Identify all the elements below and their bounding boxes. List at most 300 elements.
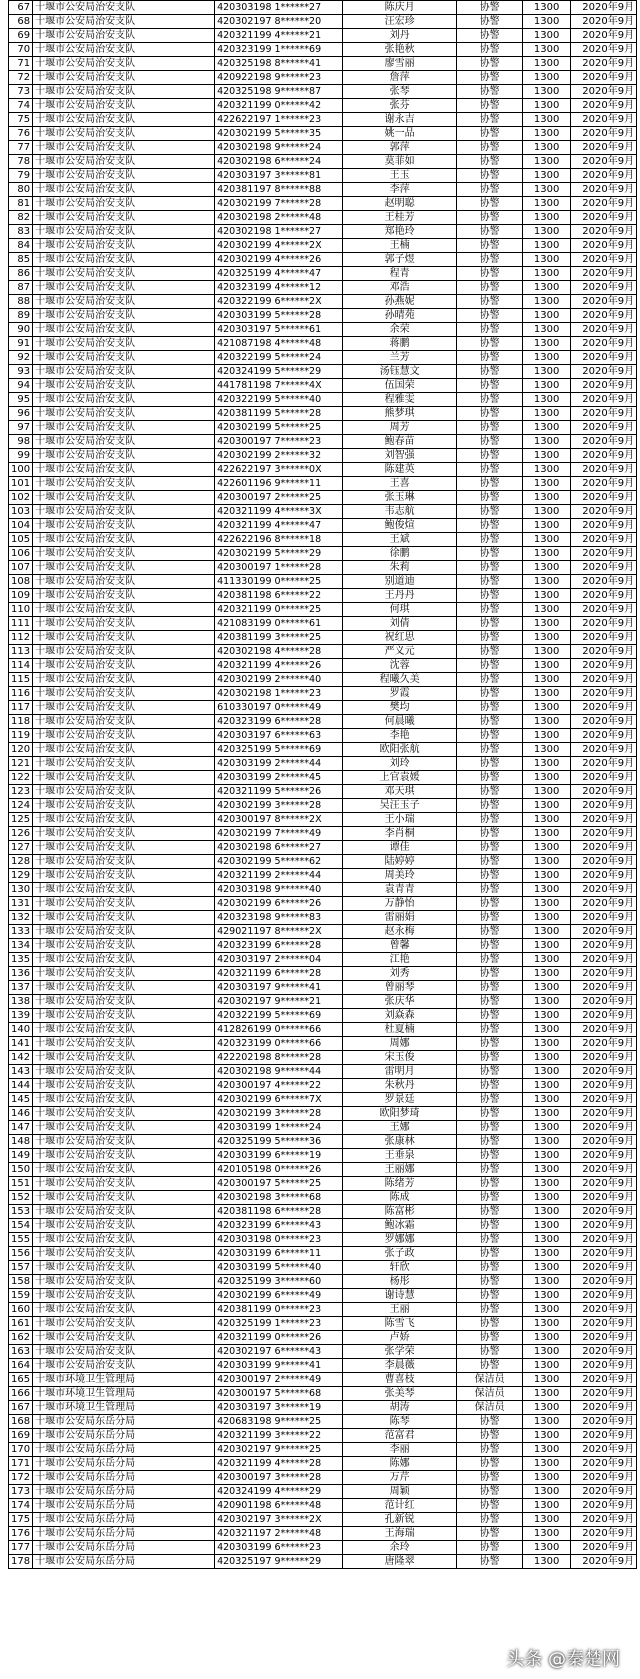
row-index: 109 (9, 589, 33, 603)
row-unit: 十堰市公安局治安支队 (33, 631, 215, 645)
row-unit: 十堰市公安局治安支队 (33, 1303, 215, 1317)
row-id-number: 420303199 6******23 (215, 1541, 343, 1555)
row-index: 153 (9, 1205, 33, 1219)
row-amount: 1300 (523, 1415, 571, 1429)
row-unit: 十堰市公安局治安支队 (33, 547, 215, 561)
row-amount: 1300 (523, 1359, 571, 1373)
row-id-number: 420325199 4******47 (215, 267, 343, 281)
row-position: 协警 (457, 953, 523, 967)
row-id-number: 420324199 4******29 (215, 1485, 343, 1499)
row-amount: 1300 (523, 323, 571, 337)
row-unit: 十堰市公安局治安支队 (33, 799, 215, 813)
row-position: 保洁员 (457, 1387, 523, 1401)
row-name: 祝红思 (343, 631, 457, 645)
row-name: 韦志航 (343, 505, 457, 519)
row-name: 王玉 (343, 169, 457, 183)
row-unit: 十堰市公安局治安支队 (33, 911, 215, 925)
table-row (9, 687, 637, 701)
row-index: 88 (9, 295, 33, 309)
row-amount: 1300 (523, 813, 571, 827)
row-unit: 十堰市公安局治安支队 (33, 967, 215, 981)
row-position: 协警 (457, 1191, 523, 1205)
row-amount: 1300 (523, 533, 571, 547)
row-index: 133 (9, 925, 33, 939)
row-amount: 1300 (523, 435, 571, 449)
row-unit: 十堰市公安局东岳分局 (33, 1541, 215, 1555)
row-month: 2020年9月 (571, 141, 637, 155)
row-index: 76 (9, 127, 33, 141)
row-index: 81 (9, 197, 33, 211)
row-index: 85 (9, 253, 33, 267)
table-row (9, 1415, 637, 1429)
row-month: 2020年9月 (571, 281, 637, 295)
row-id-number: 420303199 6******11 (215, 1247, 343, 1261)
row-index: 68 (9, 15, 33, 29)
row-amount: 1300 (523, 267, 571, 281)
row-month: 2020年9月 (571, 1359, 637, 1373)
row-name: 张庆华 (343, 995, 457, 1009)
table-row (9, 197, 637, 211)
row-position: 协警 (457, 1135, 523, 1149)
row-id-number: 420321199 0******26 (215, 1331, 343, 1345)
row-unit: 十堰市公安局治安支队 (33, 1079, 215, 1093)
table-row (9, 1275, 637, 1289)
row-amount: 1300 (523, 43, 571, 57)
table-row (9, 183, 637, 197)
row-name: 莫菲如 (343, 155, 457, 169)
row-index: 94 (9, 379, 33, 393)
row-unit: 十堰市公安局治安支队 (33, 183, 215, 197)
row-position: 协警 (457, 757, 523, 771)
row-id-number: 420323199 6******43 (215, 1219, 343, 1233)
row-index: 70 (9, 43, 33, 57)
row-unit: 十堰市公安局治安支队 (33, 351, 215, 365)
row-month: 2020年9月 (571, 561, 637, 575)
row-amount: 1300 (523, 883, 571, 897)
row-index: 103 (9, 505, 33, 519)
row-id-number: 420322199 5******40 (215, 393, 343, 407)
row-month: 2020年9月 (571, 645, 637, 659)
row-amount: 1300 (523, 491, 571, 505)
row-amount: 1300 (523, 99, 571, 113)
row-index: 141 (9, 1037, 33, 1051)
row-amount: 1300 (523, 1541, 571, 1555)
row-month: 2020年9月 (571, 589, 637, 603)
row-index: 143 (9, 1065, 33, 1079)
row-id-number: 420325199 5******36 (215, 1135, 343, 1149)
row-month: 2020年9月 (571, 1023, 637, 1037)
table-row (9, 225, 637, 239)
row-amount: 1300 (523, 1065, 571, 1079)
row-unit: 十堰市公安局治安支队 (33, 1275, 215, 1289)
table-row (9, 1219, 637, 1233)
row-amount: 1300 (523, 239, 571, 253)
row-unit: 十堰市公安局东岳分局 (33, 1471, 215, 1485)
row-name: 曾丽琴 (343, 981, 457, 995)
row-name: 樊均 (343, 701, 457, 715)
row-unit: 十堰市公安局治安支队 (33, 897, 215, 911)
row-month: 2020年9月 (571, 15, 637, 29)
row-month: 2020年9月 (571, 267, 637, 281)
row-unit: 十堰市公安局治安支队 (33, 953, 215, 967)
row-name: 周芳 (343, 421, 457, 435)
row-amount: 1300 (523, 1499, 571, 1513)
row-position: 协警 (457, 1121, 523, 1135)
row-index: 134 (9, 939, 33, 953)
row-name: 雷明月 (343, 1065, 457, 1079)
row-position: 协警 (457, 841, 523, 855)
row-position: 协警 (457, 603, 523, 617)
row-month: 2020年9月 (571, 253, 637, 267)
row-position: 保洁员 (457, 1401, 523, 1415)
row-unit: 十堰市公安局治安支队 (33, 225, 215, 239)
row-month: 2020年9月 (571, 1443, 637, 1457)
row-amount: 1300 (523, 169, 571, 183)
row-amount: 1300 (523, 505, 571, 519)
row-month: 2020年9月 (571, 1079, 637, 1093)
row-id-number: 420300197 4******22 (215, 1079, 343, 1093)
row-position: 协警 (457, 1499, 523, 1513)
row-amount: 1300 (523, 85, 571, 99)
table-row (9, 869, 637, 883)
row-index: 74 (9, 99, 33, 113)
row-index: 174 (9, 1499, 33, 1513)
row-index: 126 (9, 827, 33, 841)
row-name: 程青 (343, 267, 457, 281)
row-index: 93 (9, 365, 33, 379)
row-name: 范计红 (343, 1499, 457, 1513)
row-amount: 1300 (523, 1275, 571, 1289)
row-name: 王斌 (343, 533, 457, 547)
row-amount: 1300 (523, 1163, 571, 1177)
row-name: 张学荣 (343, 1345, 457, 1359)
row-month: 2020年9月 (571, 1107, 637, 1121)
row-position: 协警 (457, 967, 523, 981)
row-position: 协警 (457, 1107, 523, 1121)
row-amount: 1300 (523, 1345, 571, 1359)
table-row (9, 421, 637, 435)
row-month: 2020年9月 (571, 463, 637, 477)
row-amount: 1300 (523, 57, 571, 71)
row-month: 2020年9月 (571, 197, 637, 211)
row-position: 协警 (457, 463, 523, 477)
row-id-number: 420302199 3******28 (215, 799, 343, 813)
row-unit: 十堰市公安局治安支队 (33, 15, 215, 29)
table-row (9, 1065, 637, 1079)
row-index: 151 (9, 1177, 33, 1191)
row-unit: 十堰市公安局治安支队 (33, 239, 215, 253)
row-unit: 十堰市公安局治安支队 (33, 57, 215, 71)
row-month: 2020年9月 (571, 1051, 637, 1065)
row-id-number: 420321199 4******47 (215, 519, 343, 533)
row-amount: 1300 (523, 1023, 571, 1037)
row-month: 2020年9月 (571, 1527, 637, 1541)
table-row (9, 1541, 637, 1555)
row-index: 166 (9, 1387, 33, 1401)
row-id-number: 420325199 1******23 (215, 1317, 343, 1331)
row-index: 139 (9, 1009, 33, 1023)
row-month: 2020年9月 (571, 855, 637, 869)
table-row (9, 995, 637, 1009)
row-position: 协警 (457, 1205, 523, 1219)
row-id-number: 420321199 2******44 (215, 869, 343, 883)
row-index: 78 (9, 155, 33, 169)
row-name: 陈绪芳 (343, 1177, 457, 1191)
row-name: 别道迪 (343, 575, 457, 589)
row-month: 2020年9月 (571, 1177, 637, 1191)
row-index: 95 (9, 393, 33, 407)
row-name: 郭萍 (343, 141, 457, 155)
row-amount: 1300 (523, 1471, 571, 1485)
row-id-number: 420300197 7******23 (215, 435, 343, 449)
table-row (9, 1387, 637, 1401)
row-position: 协警 (457, 729, 523, 743)
row-index: 157 (9, 1261, 33, 1275)
row-index: 129 (9, 869, 33, 883)
row-amount: 1300 (523, 967, 571, 981)
row-id-number: 420323199 1******69 (215, 43, 343, 57)
row-month: 2020年9月 (571, 1387, 637, 1401)
row-position: 协警 (457, 673, 523, 687)
row-month: 2020年9月 (571, 1317, 637, 1331)
row-unit: 十堰市公安局治安支队 (33, 1331, 215, 1345)
table-row (9, 169, 637, 183)
row-name: 王丽 (343, 1303, 457, 1317)
row-id-number: 420321199 0******25 (215, 603, 343, 617)
table-row (9, 99, 637, 113)
row-name: 何晨曦 (343, 715, 457, 729)
row-amount: 1300 (523, 393, 571, 407)
row-index: 84 (9, 239, 33, 253)
row-name: 杨彤 (343, 1275, 457, 1289)
row-index: 69 (9, 29, 33, 43)
row-position: 协警 (457, 127, 523, 141)
row-index: 177 (9, 1541, 33, 1555)
row-id-number: 420303199 9******41 (215, 1359, 343, 1373)
row-unit: 十堰市公安局治安支队 (33, 99, 215, 113)
row-month: 2020年9月 (571, 1429, 637, 1443)
row-amount: 1300 (523, 1429, 571, 1443)
row-position: 协警 (457, 309, 523, 323)
row-unit: 十堰市公安局治安支队 (33, 925, 215, 939)
row-unit: 十堰市公安局东岳分局 (33, 1555, 215, 1569)
row-position: 协警 (457, 1219, 523, 1233)
row-index: 131 (9, 897, 33, 911)
row-amount: 1300 (523, 925, 571, 939)
row-index: 132 (9, 911, 33, 925)
row-unit: 十堰市公安局治安支队 (33, 841, 215, 855)
row-index: 130 (9, 883, 33, 897)
row-month: 2020年9月 (571, 925, 637, 939)
row-amount: 1300 (523, 981, 571, 995)
row-amount: 1300 (523, 1107, 571, 1121)
row-month: 2020年9月 (571, 1401, 637, 1415)
row-unit: 十堰市公安局治安支队 (33, 855, 215, 869)
row-index: 140 (9, 1023, 33, 1037)
row-name: 陈建英 (343, 463, 457, 477)
row-name: 廖雪丽 (343, 57, 457, 71)
row-index: 82 (9, 211, 33, 225)
row-unit: 十堰市公安局治安支队 (33, 1135, 215, 1149)
row-position: 协警 (457, 337, 523, 351)
row-position: 协警 (457, 1457, 523, 1471)
row-month: 2020年9月 (571, 1009, 637, 1023)
row-name: 蒋鹏 (343, 337, 457, 351)
row-position: 协警 (457, 925, 523, 939)
row-month: 2020年9月 (571, 379, 637, 393)
row-month: 2020年9月 (571, 729, 637, 743)
table-row (9, 1303, 637, 1317)
row-id-number: 422622197 3******0X (215, 463, 343, 477)
row-index: 91 (9, 337, 33, 351)
row-index: 154 (9, 1219, 33, 1233)
row-index: 127 (9, 841, 33, 855)
row-position: 协警 (457, 617, 523, 631)
table-row (9, 1023, 637, 1037)
row-position: 协警 (457, 771, 523, 785)
row-id-number: 429021197 8******2X (215, 925, 343, 939)
table-row (9, 351, 637, 365)
row-unit: 十堰市公安局治安支队 (33, 1065, 215, 1079)
row-id-number: 420381198 6******22 (215, 589, 343, 603)
row-index: 125 (9, 813, 33, 827)
row-index: 178 (9, 1555, 33, 1569)
row-position: 协警 (457, 477, 523, 491)
table-row (9, 743, 637, 757)
row-name: 余荣 (343, 323, 457, 337)
row-index: 176 (9, 1527, 33, 1541)
row-month: 2020年9月 (571, 981, 637, 995)
row-id-number: 420321199 3******22 (215, 1429, 343, 1443)
table-row (9, 519, 637, 533)
row-name: 李艳 (343, 729, 457, 743)
row-name: 李晨薇 (343, 1359, 457, 1373)
row-month: 2020年9月 (571, 841, 637, 855)
table-row (9, 1107, 637, 1121)
row-month: 2020年9月 (571, 309, 637, 323)
row-unit: 十堰市公安局治安支队 (33, 407, 215, 421)
row-id-number: 420302197 9******25 (215, 1443, 343, 1457)
row-position: 协警 (457, 351, 523, 365)
row-name: 王垂泉 (343, 1149, 457, 1163)
row-id-number: 420302199 5******25 (215, 421, 343, 435)
row-unit: 十堰市公安局治安支队 (33, 701, 215, 715)
row-month: 2020年9月 (571, 533, 637, 547)
row-position: 协警 (457, 113, 523, 127)
row-amount: 1300 (523, 519, 571, 533)
row-unit: 十堰市公安局治安支队 (33, 337, 215, 351)
row-index: 163 (9, 1345, 33, 1359)
row-amount: 1300 (523, 29, 571, 43)
row-position: 协警 (457, 1037, 523, 1051)
row-unit: 十堰市公安局治安支队 (33, 561, 215, 575)
row-amount: 1300 (523, 1219, 571, 1233)
table-row (9, 1247, 637, 1261)
row-index: 175 (9, 1513, 33, 1527)
row-position: 协警 (457, 155, 523, 169)
row-index: 75 (9, 113, 33, 127)
row-month: 2020年9月 (571, 1485, 637, 1499)
row-index: 89 (9, 309, 33, 323)
row-id-number: 610330197 0******49 (215, 701, 343, 715)
row-amount: 1300 (523, 701, 571, 715)
table-row (9, 1037, 637, 1051)
row-index: 105 (9, 533, 33, 547)
row-name: 张美琴 (343, 1387, 457, 1401)
watermark: 头条 @秦楚网 (506, 1649, 620, 1670)
table-row (9, 1359, 637, 1373)
row-unit: 十堰市公安局东岳分局 (33, 1513, 215, 1527)
row-unit: 十堰市公安局东岳分局 (33, 1443, 215, 1457)
row-amount: 1300 (523, 1401, 571, 1415)
row-position: 协警 (457, 211, 523, 225)
table-row (9, 281, 637, 295)
row-name: 刘秀 (343, 967, 457, 981)
row-amount: 1300 (523, 253, 571, 267)
row-amount: 1300 (523, 1387, 571, 1401)
row-position: 协警 (457, 491, 523, 505)
row-position: 协警 (457, 505, 523, 519)
row-amount: 1300 (523, 589, 571, 603)
row-unit: 十堰市环境卫生管理局 (33, 1401, 215, 1415)
row-id-number: 421087198 4******48 (215, 337, 343, 351)
row-name: 熊梦琪 (343, 407, 457, 421)
row-index: 167 (9, 1401, 33, 1415)
table-row (9, 85, 637, 99)
row-amount: 1300 (523, 995, 571, 1009)
row-name: 杜夏楠 (343, 1023, 457, 1037)
row-index: 117 (9, 701, 33, 715)
row-position: 协警 (457, 1023, 523, 1037)
row-index: 113 (9, 645, 33, 659)
row-unit: 十堰市公安局治安支队 (33, 421, 215, 435)
row-index: 124 (9, 799, 33, 813)
row-id-number: 420381199 3******25 (215, 631, 343, 645)
row-amount: 1300 (523, 127, 571, 141)
row-id-number: 420325198 8******41 (215, 57, 343, 71)
row-month: 2020年9月 (571, 687, 637, 701)
row-amount: 1300 (523, 729, 571, 743)
row-index: 104 (9, 519, 33, 533)
row-id-number: 420303197 3******19 (215, 1401, 343, 1415)
row-name: 谢诗慧 (343, 1289, 457, 1303)
row-id-number: 420381198 6******28 (215, 1205, 343, 1219)
row-id-number: 420300197 5******68 (215, 1387, 343, 1401)
row-amount: 1300 (523, 953, 571, 967)
row-id-number: 420302197 3******2X (215, 1513, 343, 1527)
row-name: 周美玲 (343, 869, 457, 883)
row-month: 2020年9月 (571, 1513, 637, 1527)
row-month: 2020年9月 (571, 365, 637, 379)
row-month: 2020年9月 (571, 29, 637, 43)
row-index: 162 (9, 1331, 33, 1345)
row-unit: 十堰市公安局治安支队 (33, 197, 215, 211)
table-row (9, 1345, 637, 1359)
row-position: 协警 (457, 1345, 523, 1359)
row-position: 协警 (457, 743, 523, 757)
row-month: 2020年9月 (571, 337, 637, 351)
row-name: 王楠 (343, 239, 457, 253)
row-position: 协警 (457, 995, 523, 1009)
row-position: 协警 (457, 1415, 523, 1429)
row-unit: 十堰市公安局治安支队 (33, 1121, 215, 1135)
row-position: 协警 (457, 253, 523, 267)
row-unit: 十堰市环境卫生管理局 (33, 1373, 215, 1387)
row-index: 160 (9, 1303, 33, 1317)
table-row (9, 617, 637, 631)
row-index: 90 (9, 323, 33, 337)
row-name: 詹萍 (343, 71, 457, 85)
